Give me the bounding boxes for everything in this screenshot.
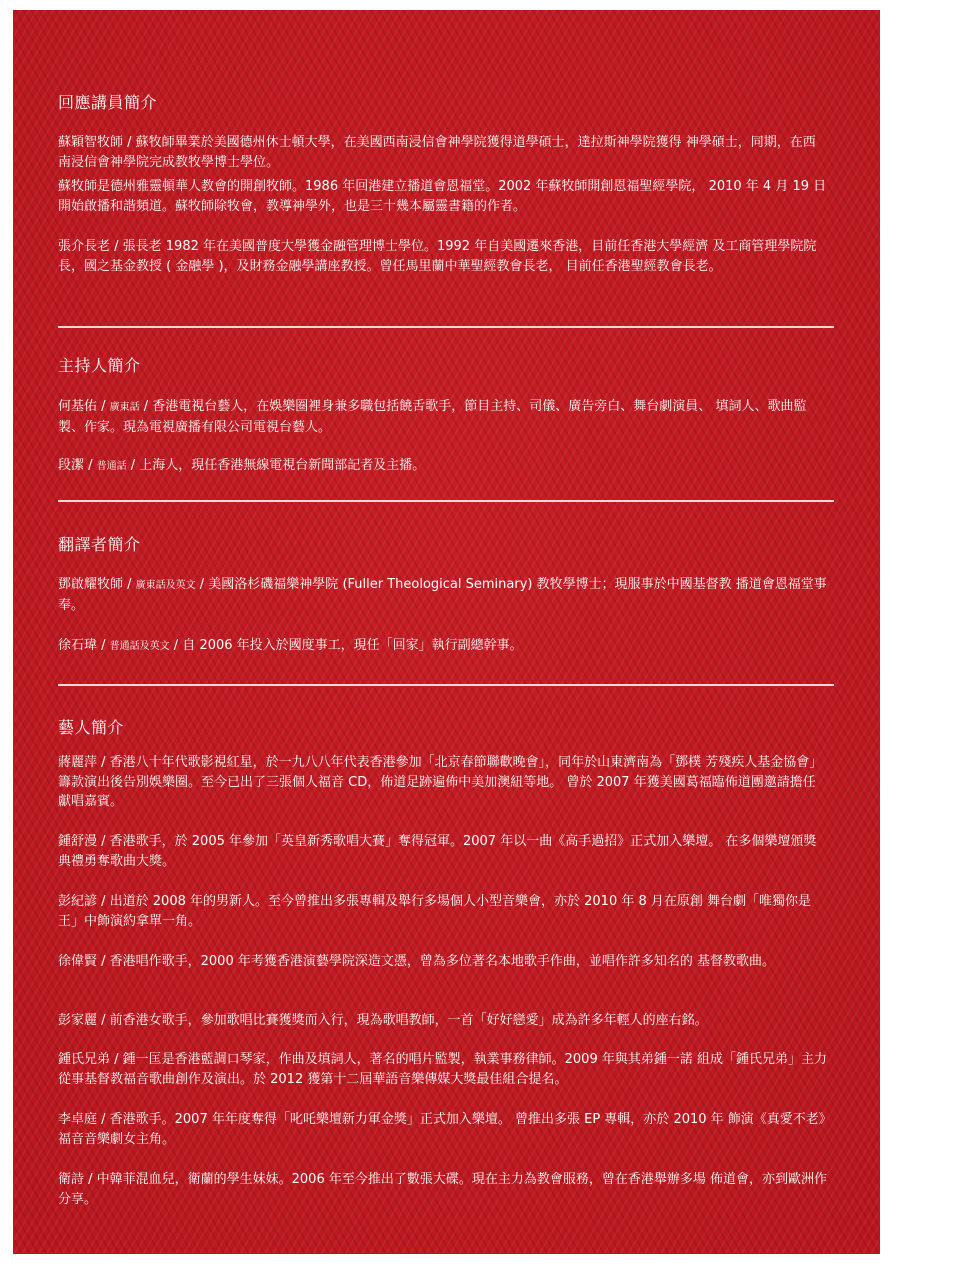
- bio-paragraph: 蘇牧師是德州雅靈頓華人教會的開創牧師。1986 年回港建立播道會恩福堂。2002 年蘇牧師開創恩福聖經學院， 2010 年 4 月 19 日開始啟播和諧頻道。蘇牧師除牧會，教導神學外，也是三十幾本屬靈書籍的作者。: [58, 179, 827, 214]
- bio-paragraph: 鍾氏兄弟 / 鍾一匡是香港藍調口琴家，作曲及填詞人，著名的唱片監製，執業事務律師。2009 年與其弟鍾一諾 組成「鍾氏兄弟」主力從事基督教福音歌曲創作及演出。於 2012 獲第十二屆華語音樂傳媒大獎最佳組合提名。: [58, 1052, 827, 1087]
- bio-paragraph: 蘇穎智牧師 / 蘇牧師畢業於美國德州休士頓大學，在美國西南浸信會神學院獲得道學碩士，達拉斯神學院獲得 神學碩士，同期，在西南浸信會神學院完成教牧學博士學位。: [58, 135, 816, 170]
- person-name: 鄧啟耀牧師 /: [58, 577, 132, 592]
- bio-paragraph: [58, 636, 828, 657]
- bio-text: / 美國洛杉磯福樂神學院 (Fuller Theological Seminary) 教牧學博士；現服事於中國基督教 播道會恩福堂事奉。: [58, 577, 827, 613]
- document-panel: [13, 10, 880, 1254]
- bio-paragraph: 張介長老 / 張長老 1982 年在美國普度大學獲金融管理博士學位。1992 年自美國遷來香港，目前任香港大學經濟 及工商管理學院院長，國之基金教授 ( 金融學 )，及財務金融學講座教授。曾任馬里蘭中華聖經教會長老， 目前任香港聖經教會長老。: [58, 239, 817, 274]
- person-name: 段潔 /: [58, 458, 93, 473]
- bio-paragraph: 彭紀諺 / 出道於 2008 年的男新人。至今曾推出多張專輯及舉行多場個人小型音樂會，亦於 2010 年 8 月在原創 舞台劇「唯獨你是王」中飾演約拿單一角。: [58, 894, 812, 929]
- section-title-responders: 回應講員簡介: [58, 93, 158, 112]
- bio-text: / 自 2006 年投入於國度事工，現任「回家」執行副總幹事。: [173, 638, 523, 653]
- language-tag: 廣東話: [109, 402, 140, 413]
- section-title-artists: 藝人簡介: [58, 718, 125, 737]
- language-tag: 廣東話及英文: [135, 580, 196, 591]
- bio-paragraph: 徐偉賢 / 香港唱作歌手，2000 年考獲香港演藝學院深造文憑，曾為多位著名本地歌手作曲，並唱作許多知名的 基督教歌曲。: [58, 954, 775, 969]
- section-divider: [58, 500, 834, 502]
- person-name: 徐石瑋 /: [58, 638, 106, 653]
- bio-paragraph: 彭家麗 / 前香港女歌手，參加歌唱比賽獲獎而入行，現為歌唱教師，一首「好好戀愛」成為許多年輕人的座右銘。: [58, 1013, 708, 1028]
- bio-paragraph: 李卓庭 / 香港歌手。2007 年年度奪得「叱吒樂壇新力軍金獎」正式加入樂壇。 曾推出多張 EP 專輯，亦於 2010 年 飾演《真愛不老》福音音樂劇女主角。: [58, 1112, 826, 1147]
- person-name: 何基佑 /: [58, 399, 106, 414]
- bio-text: / 香港電視台藝人，在娛樂圈裡身兼多職包括饒舌歌手，節目主持、司儀、廣告旁白、舞台劇演員、 填詞人、歌曲監製、作家。現為電視廣播有限公司電視台藝人。: [58, 399, 807, 435]
- section-divider: [58, 326, 834, 328]
- bio-paragraph: 鍾舒漫 / 香港歌手，於 2005 年參加「英皇新秀歌唱大賽」奪得冠軍。2007 年以一曲《高手過招》正式加入樂壇。 在多個樂壇頒獎典禮勇奪歌曲大獎。: [58, 834, 817, 869]
- section-divider: [58, 684, 834, 686]
- section-title-hosts: 主持人簡介: [58, 356, 141, 375]
- bio-paragraph: 蔣麗萍 / 香港八十年代歌影視紅星，於一九八八年代表香港參加「北京春節聯歡晚會」，同年於山東濟南為「鄧樸 芳殘疾人基金協會」籌款演出後告別娛樂圈。至今已出了三張個人福音 CD，佈道足跡遍佈中美加澳紐等地。 曾於 2007 年獲美國葛福臨佈道團邀請擔任獻唱嘉賓。: [58, 755, 823, 809]
- bio-paragraph: 衛詩 / 中韓菲混血兒，衛蘭的學生妹妹。2006 年至今推出了數張大碟。現在主力為教會服務，曾在香港舉辦多場 佈道會，亦到歐洲作分享。: [58, 1172, 827, 1207]
- bio-paragraph: [58, 397, 828, 437]
- language-tag: 普通話: [96, 461, 127, 472]
- bio-paragraph: [58, 456, 828, 477]
- section-title-translators: 翻譯者簡介: [58, 535, 141, 554]
- bio-paragraph: [58, 575, 828, 615]
- language-tag: 普通話及英文: [109, 641, 170, 652]
- bio-text: / 上海人，現任香港無線電視台新聞部記者及主播。: [130, 458, 426, 473]
